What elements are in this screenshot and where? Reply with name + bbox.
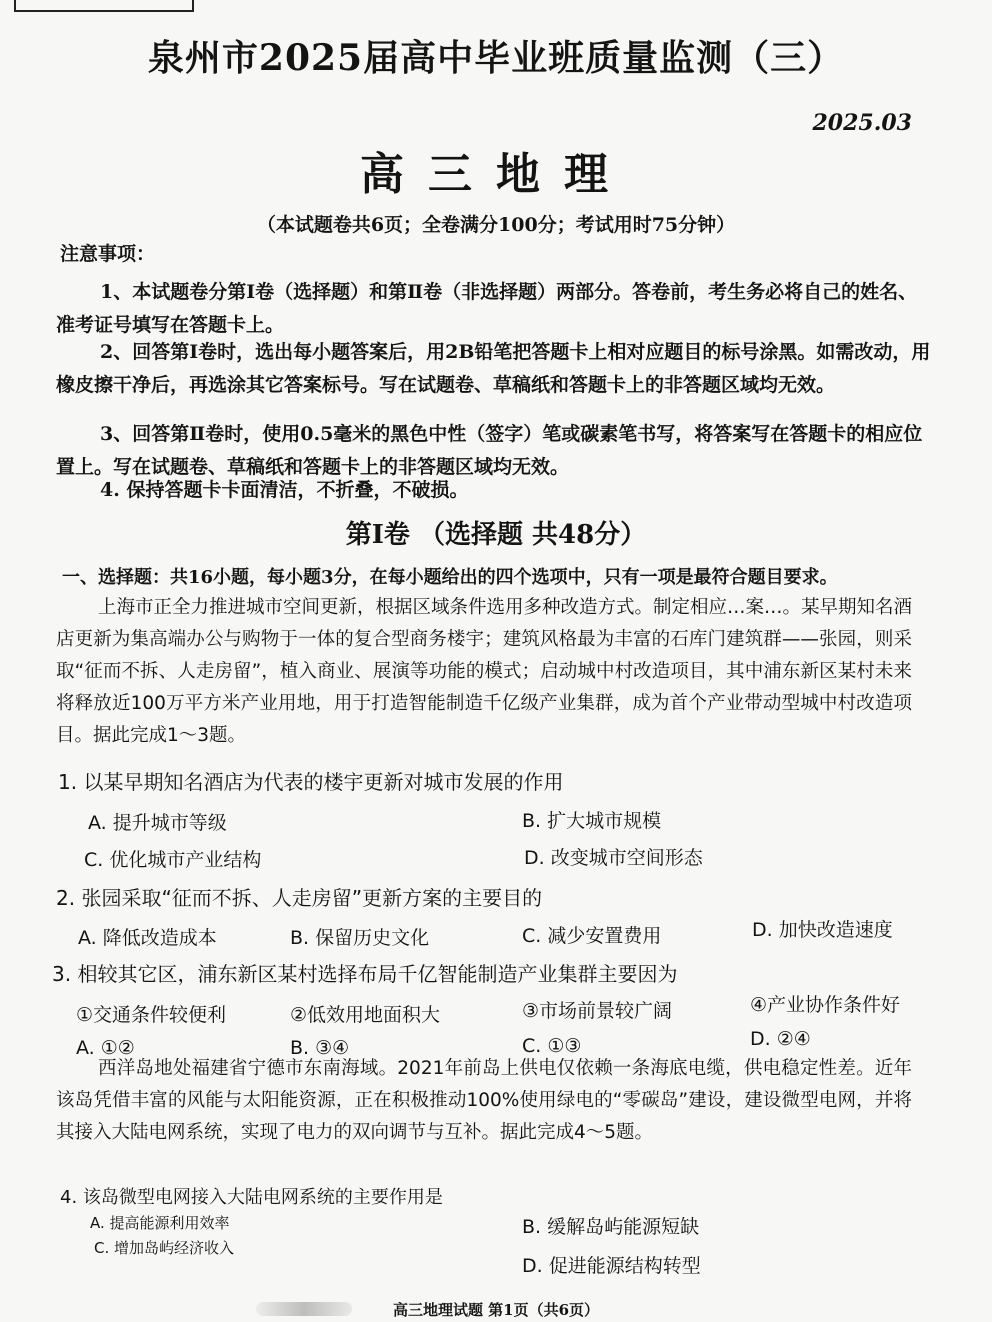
- note-item: 2、回答第Ⅰ卷时，选出每小题答案后，用2B铅笔把答题卡上相对应题目的标号涂黑。如需改动，用橡皮擦干净后，再选涂其它答案标号。写在试题卷、草稿纸和答题卡上的非答题区域均无效。: [56, 341, 931, 396]
- exam-info: （本试题卷共6页；全卷满分100分；考试用时75分钟）: [256, 214, 736, 236]
- option-c: C. ①③: [522, 1035, 582, 1057]
- option-d: D. ②④: [750, 1028, 811, 1050]
- question-stem: 3. 相较其它区，浦东新区某村选择布局千亿智能制造产业集群主要因为: [52, 962, 678, 986]
- note-item: 3、回答第Ⅱ卷时，使用0.5毫米的黑色中性（签字）笔或碳素笔书写，将答案写在答题卡的相应位置上。写在试题卷、草稿纸和答题卡上的非答题区域均无效。: [56, 423, 923, 478]
- option-d: D. 加快改造速度: [752, 919, 893, 941]
- option-a: A. ①②: [76, 1037, 135, 1059]
- section-instructions: 一、选择题：共16小题，每小题3分，在每小题给出的四个选项中，只有一项是最符合题目要求。: [62, 567, 838, 588]
- option-b: B. 扩大城市规模: [522, 810, 662, 832]
- statement: ②低效用地面积大: [290, 1004, 441, 1026]
- option-c: C. 优化城市产业结构: [84, 849, 262, 871]
- option-b: B. 保留历史文化: [290, 927, 430, 949]
- statement: ①交通条件较便利: [76, 1004, 227, 1026]
- exam-date: 2025.03: [812, 110, 912, 136]
- question-stem: 2. 张园采取“征而不拆、人走房留”更新方案的主要目的: [56, 886, 543, 910]
- subject-title: 高三地理: [360, 149, 632, 200]
- statement: ③市场前景较广阔: [522, 1000, 673, 1022]
- option-b: B. 缓解岛屿能源短缺: [522, 1216, 700, 1238]
- question-stem: 1. 以某早期知名酒店为代表的楼宇更新对城市发展的作用: [58, 770, 564, 794]
- option-d: D. 改变城市空间形态: [524, 847, 703, 869]
- page-footer: 高三地理试题 第1页（共6页）: [392, 1301, 600, 1319]
- option-b: B. ③④: [290, 1037, 350, 1059]
- section-title: 第Ⅰ卷 （选择题 共48分）: [345, 520, 647, 550]
- note-item: 1、本试题卷分第Ⅰ卷（选择题）和第Ⅱ卷（非选择题）两部分。答卷前，考生务必将自己的姓名、准考证号填写在答题卡上。: [56, 281, 918, 336]
- reading-passage: 西洋岛地处福建省宁德市东南海域。2021年前岛上供电仅依赖一条海底电缆，供电稳定性差。近年该岛凭借丰富的风能与太阳能资源，正在积极推动100%使用绿电的“零碳岛”建设，建设微型电网，并将其接入大陆电网系统，实现了电力的双向调节与互补。据此完成4～5题。: [56, 1058, 912, 1143]
- option-a: A. 提高能源利用效率: [90, 1214, 230, 1232]
- option-a: A. 降低改造成本: [78, 927, 217, 949]
- corner-frame: [14, 0, 194, 12]
- notes-title: 注意事项：: [60, 243, 156, 265]
- note-item: 4. 保持答题卡卡面清洁，不折叠，不破损。: [100, 479, 469, 501]
- option-c: C. 减少安置费用: [522, 925, 662, 947]
- question-stem: 4. 该岛微型电网接入大陆电网系统的主要作用是: [60, 1187, 443, 1208]
- exam-title: 泉州市2025届高中毕业班质量监测（三）: [147, 37, 845, 79]
- option-a: A. 提升城市等级: [88, 812, 227, 834]
- option-d: D. 促进能源结构转型: [522, 1255, 701, 1277]
- option-c: C. 增加岛屿经济收入: [94, 1239, 235, 1257]
- reading-passage: 上海市正全力推进城市空间更新，根据区域条件选用多种改造方式。制定相应…案…。某早期知名酒店更新为集高端办公与购物于一体的复合型商务楼宇；建筑风格最为丰富的石库门建筑群——张园，则采取“征而不拆、人走房留”，植入商业、展演等功能的模式；启动城中村改造项目，其中浦东新区某村未来将释放近100万平方米产业用地，用于打造智能制造千亿级产业集群，成为首个产业带动型城中村改造项目。据此完成1～3题。: [56, 597, 913, 746]
- statement: ④产业协作条件好: [750, 994, 901, 1016]
